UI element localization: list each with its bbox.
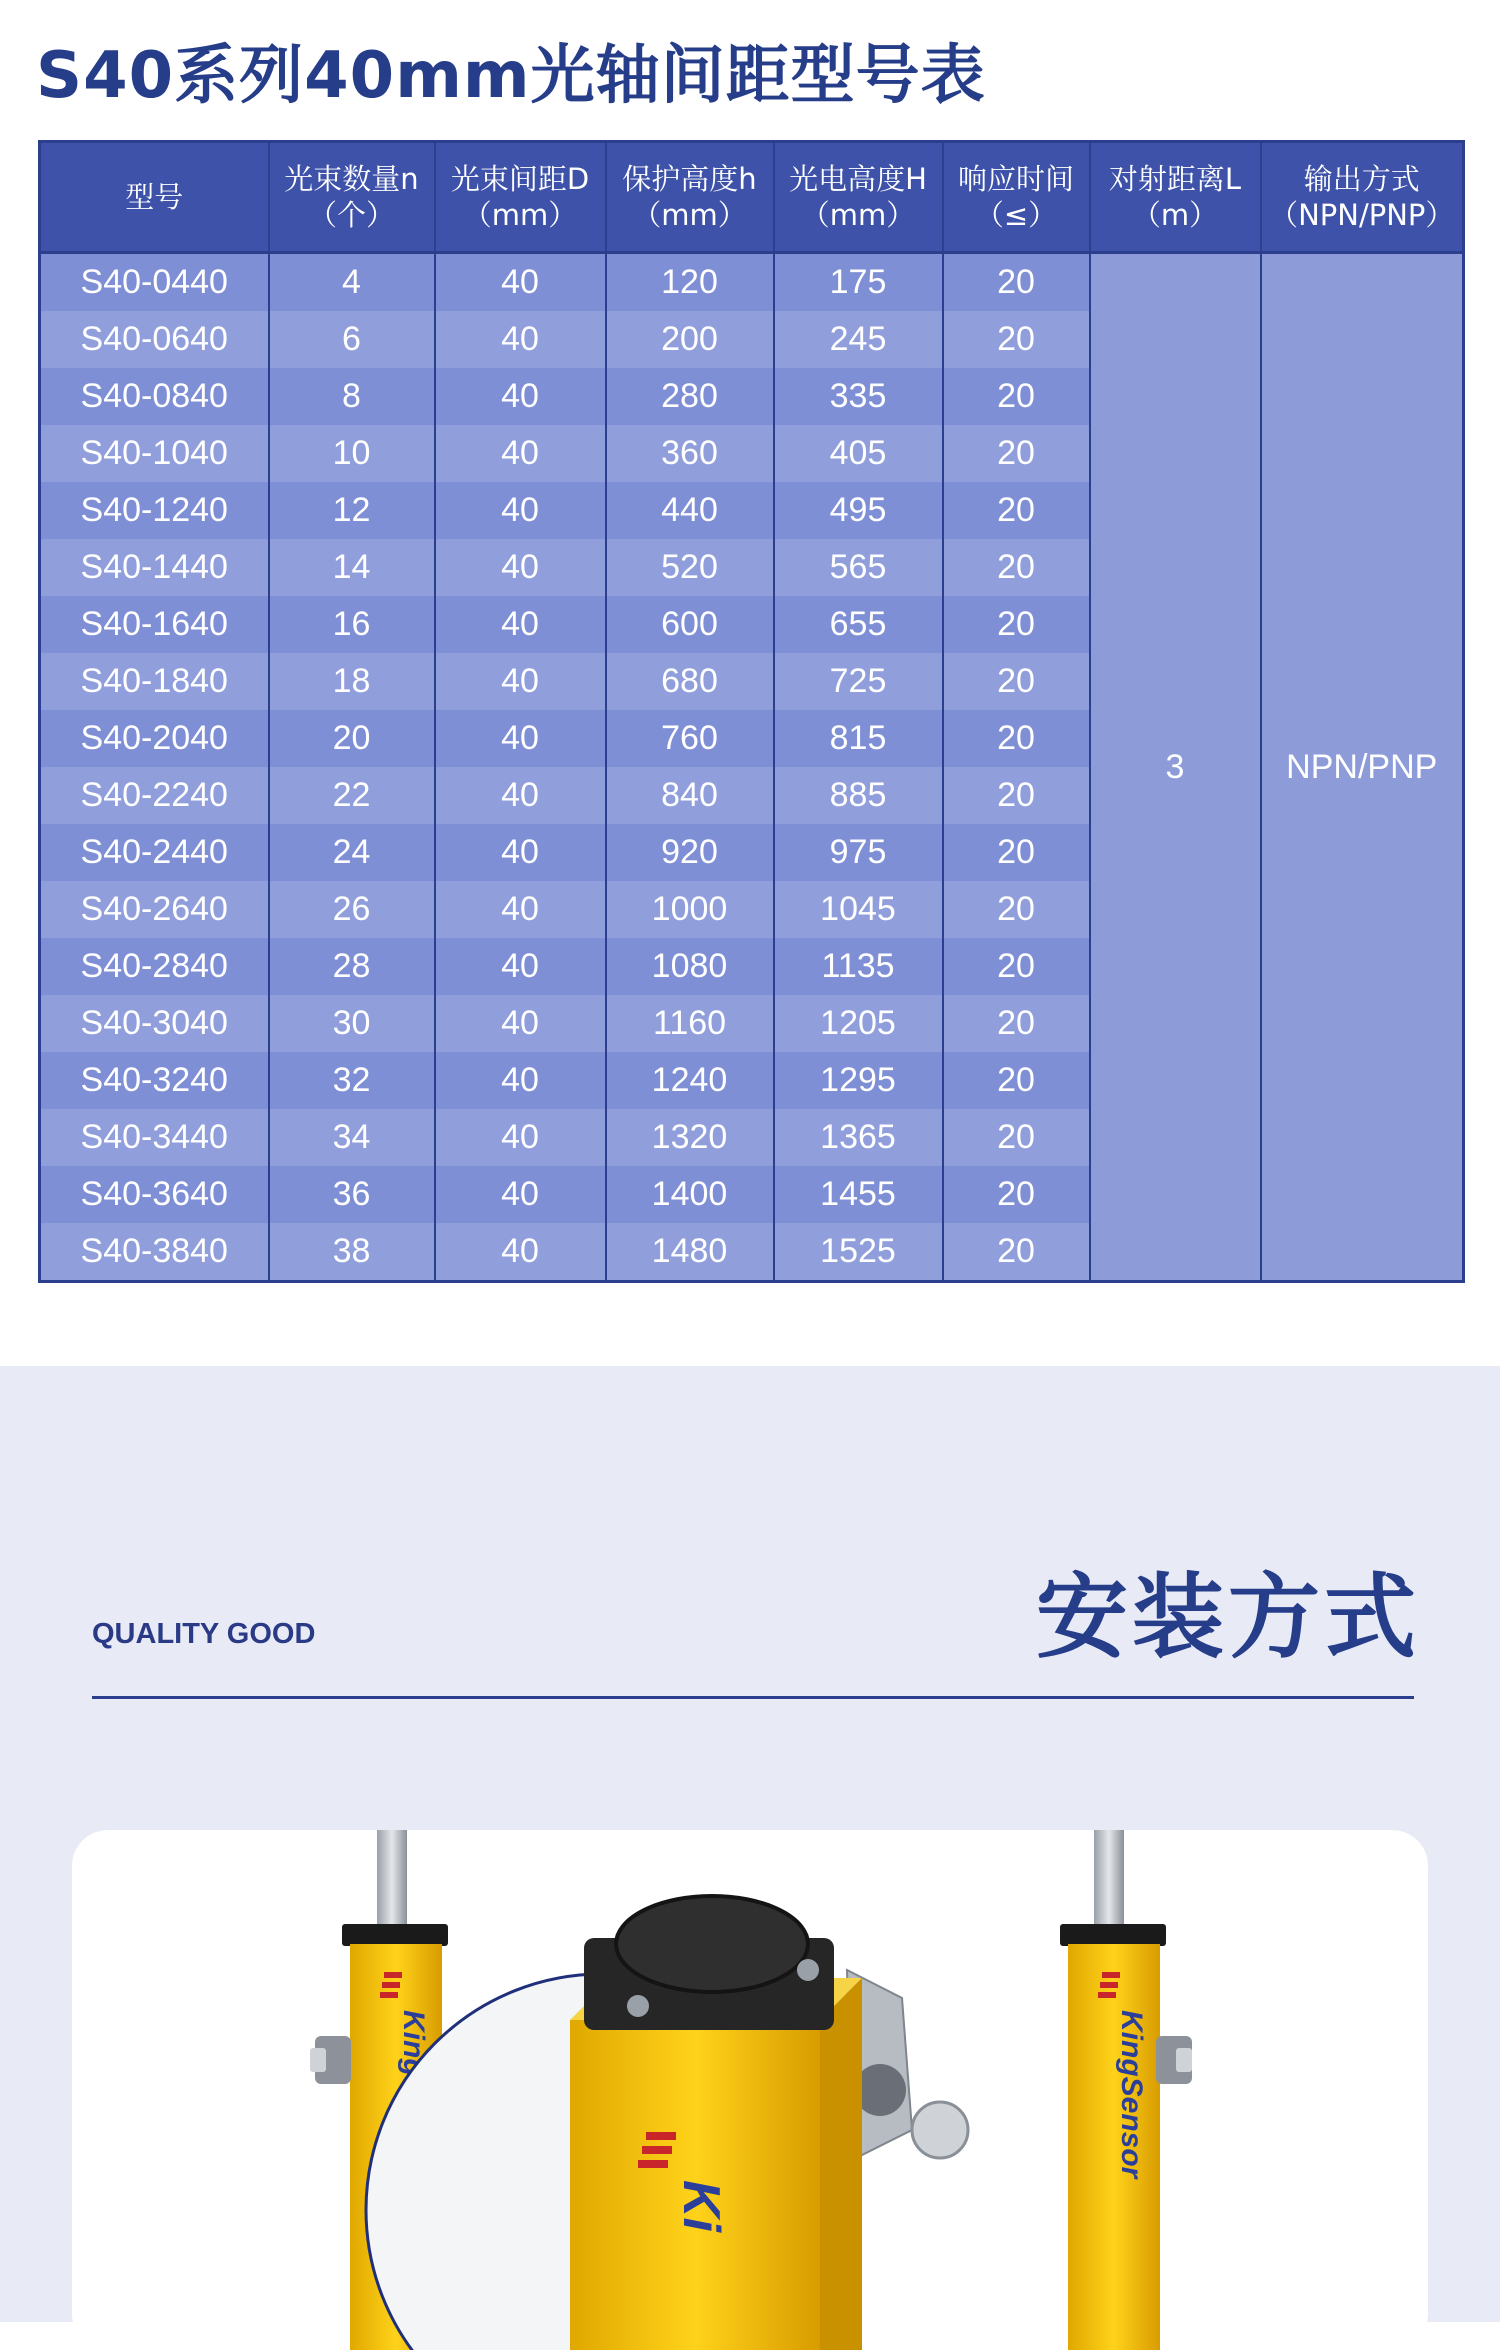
section-heading: 安装方式 [1035, 1564, 1420, 1671]
table-cell: 20 [269, 710, 435, 767]
table-cell: S40-2040 [40, 710, 269, 767]
table-row [40, 253, 1464, 312]
table-cell: 975 [774, 824, 943, 881]
table-cell: 40 [435, 653, 606, 710]
table-cell: 1295 [774, 1052, 943, 1109]
column-header-text: （NPN/PNP） [1269, 198, 1455, 232]
table-cell: 405 [774, 425, 943, 482]
table-cell: 40 [435, 1052, 606, 1109]
table-cell: 760 [606, 710, 774, 767]
column-header [1090, 142, 1261, 253]
table-cell: S40-2640 [40, 881, 269, 938]
model-spec-table [38, 140, 1465, 1283]
table-cell: 32 [269, 1052, 435, 1109]
output-cell: NPN/PNP [1261, 253, 1464, 1282]
table-cell: 1320 [606, 1109, 774, 1166]
table-cell: 20 [943, 1109, 1090, 1166]
table-cell: 200 [606, 311, 774, 368]
table-cell: 1205 [774, 995, 943, 1052]
table-cell: 12 [269, 482, 435, 539]
table-cell: 1240 [606, 1052, 774, 1109]
column-header [606, 142, 774, 253]
table-cell: 600 [606, 596, 774, 653]
table-cell: 495 [774, 482, 943, 539]
table-cell: 40 [435, 710, 606, 767]
heading-divider [92, 1696, 1414, 1699]
table-cell: 36 [269, 1166, 435, 1223]
column-header-text: 光电高度H [789, 161, 927, 196]
table-cell: 1135 [774, 938, 943, 995]
column-header-text: 光束数量n [284, 161, 419, 196]
table-cell: S40-1240 [40, 482, 269, 539]
table-cell: 20 [943, 653, 1090, 710]
table-cell: 20 [943, 253, 1090, 312]
column-header-text: 对射距离L [1108, 161, 1242, 196]
table-cell: 40 [435, 824, 606, 881]
column-header-text: （≤） [974, 198, 1058, 232]
table-cell: 40 [435, 767, 606, 824]
table-cell: 34 [269, 1109, 435, 1166]
table-cell: 655 [774, 596, 943, 653]
table-cell: S40-3440 [40, 1109, 269, 1166]
column-header [435, 142, 606, 253]
table-cell: 280 [606, 368, 774, 425]
table-cell: 815 [774, 710, 943, 767]
table-cell: 725 [774, 653, 943, 710]
table-cell: 440 [606, 482, 774, 539]
table-cell: 885 [774, 767, 943, 824]
table-cell: 40 [435, 1166, 606, 1223]
table-cell: 175 [774, 253, 943, 312]
column-header-text: 保护高度h [622, 161, 757, 196]
table-cell: 40 [435, 368, 606, 425]
table-body [40, 253, 1464, 1282]
right-sensor-bar [1060, 1830, 1192, 2350]
table-cell: S40-2240 [40, 767, 269, 824]
table-cell: 20 [943, 1166, 1090, 1223]
column-header [40, 142, 269, 253]
column-header-text: （mm） [800, 198, 916, 232]
table-cell: S40-3240 [40, 1052, 269, 1109]
table-cell: 40 [435, 596, 606, 653]
table-cell: S40-1640 [40, 596, 269, 653]
table-cell: S40-0840 [40, 368, 269, 425]
column-header-text: （mm） [632, 198, 747, 232]
table-cell: S40-0440 [40, 253, 269, 312]
table-cell: S40-1440 [40, 539, 269, 596]
installation-section [0, 1366, 1500, 2322]
table-title: S40系列40mm光轴间距型号表 [36, 39, 986, 113]
table-cell: 20 [943, 482, 1090, 539]
bracket-zoom-detail [366, 1896, 968, 2350]
table-cell: S40-3040 [40, 995, 269, 1052]
table-cell: 1455 [774, 1166, 943, 1223]
table-cell: 6 [269, 311, 435, 368]
table-cell: 24 [269, 824, 435, 881]
table-cell: 120 [606, 253, 774, 312]
table-cell: S40-0640 [40, 311, 269, 368]
table-cell: 20 [943, 311, 1090, 368]
column-header-text: （m） [1131, 198, 1219, 232]
table-cell: S40-1040 [40, 425, 269, 482]
table-cell: 1160 [606, 995, 774, 1052]
table-cell: 8 [269, 368, 435, 425]
column-header-text: 响应时间 [957, 161, 1074, 196]
table-cell: 20 [943, 938, 1090, 995]
table-cell: 10 [269, 425, 435, 482]
svg-text:KingSensor: KingSensor [1115, 2010, 1148, 2179]
table-cell: 20 [943, 710, 1090, 767]
table-cell: 20 [943, 767, 1090, 824]
tagline: QUALITY GOOD [92, 1618, 316, 1650]
table-cell: 22 [269, 767, 435, 824]
column-header [1261, 142, 1464, 253]
table-cell: S40-3640 [40, 1166, 269, 1223]
table-cell: 28 [269, 938, 435, 995]
table-cell: 680 [606, 653, 774, 710]
table-cell: 1525 [774, 1223, 943, 1282]
table-cell: 1080 [606, 938, 774, 995]
table-cell: 30 [269, 995, 435, 1052]
table-cell: 840 [606, 767, 774, 824]
range-cell: 3 [1090, 253, 1261, 1282]
installation-photo [72, 1830, 1428, 2350]
table-cell: 40 [435, 482, 606, 539]
column-header-text: 型号 [125, 179, 184, 214]
table-cell: 40 [435, 425, 606, 482]
table-cell: 26 [269, 881, 435, 938]
table-cell: 38 [269, 1223, 435, 1282]
table-cell: 18 [269, 653, 435, 710]
table-cell: S40-3840 [40, 1223, 269, 1282]
column-header [269, 142, 435, 253]
table-cell: 1480 [606, 1223, 774, 1282]
column-header [774, 142, 943, 253]
table-cell: 40 [435, 539, 606, 596]
table-cell: 20 [943, 881, 1090, 938]
table-cell: 40 [435, 1109, 606, 1166]
table-cell: 20 [943, 1052, 1090, 1109]
table-cell: 20 [943, 539, 1090, 596]
svg-text:Ki: Ki [672, 2180, 730, 2232]
table-cell: 1365 [774, 1109, 943, 1166]
table-header [40, 142, 1464, 253]
table-cell: 920 [606, 824, 774, 881]
column-header-text: （mm） [462, 198, 578, 232]
table-cell: S40-2440 [40, 824, 269, 881]
table-cell: 40 [435, 995, 606, 1052]
table-cell: 1400 [606, 1166, 774, 1223]
column-header [943, 142, 1090, 253]
column-header-text: （个） [307, 198, 395, 232]
table-cell: 1045 [774, 881, 943, 938]
table-cell: 16 [269, 596, 435, 653]
table-cell: 40 [435, 1223, 606, 1282]
table-cell: 20 [943, 596, 1090, 653]
table-cell: 360 [606, 425, 774, 482]
table-cell: 14 [269, 539, 435, 596]
table-cell: 20 [943, 368, 1090, 425]
column-header-text: 光束间距D [450, 161, 590, 196]
table-cell: 20 [943, 1223, 1090, 1282]
table-cell: 20 [943, 824, 1090, 881]
table-cell: 40 [435, 311, 606, 368]
table-cell: 40 [435, 881, 606, 938]
table-cell: 335 [774, 368, 943, 425]
table-cell: S40-2840 [40, 938, 269, 995]
table-cell: 245 [774, 311, 943, 368]
table-cell: 20 [943, 425, 1090, 482]
table-cell: 4 [269, 253, 435, 312]
table-cell: S40-1840 [40, 653, 269, 710]
table-cell: 40 [435, 938, 606, 995]
table-cell: 40 [435, 253, 606, 312]
table-cell: 1000 [606, 881, 774, 938]
table-cell: 565 [774, 539, 943, 596]
table-cell: 520 [606, 539, 774, 596]
column-header-text: 输出方式 [1303, 161, 1420, 196]
sensor-illustration [72, 1830, 1428, 2350]
table-cell: 20 [943, 995, 1090, 1052]
